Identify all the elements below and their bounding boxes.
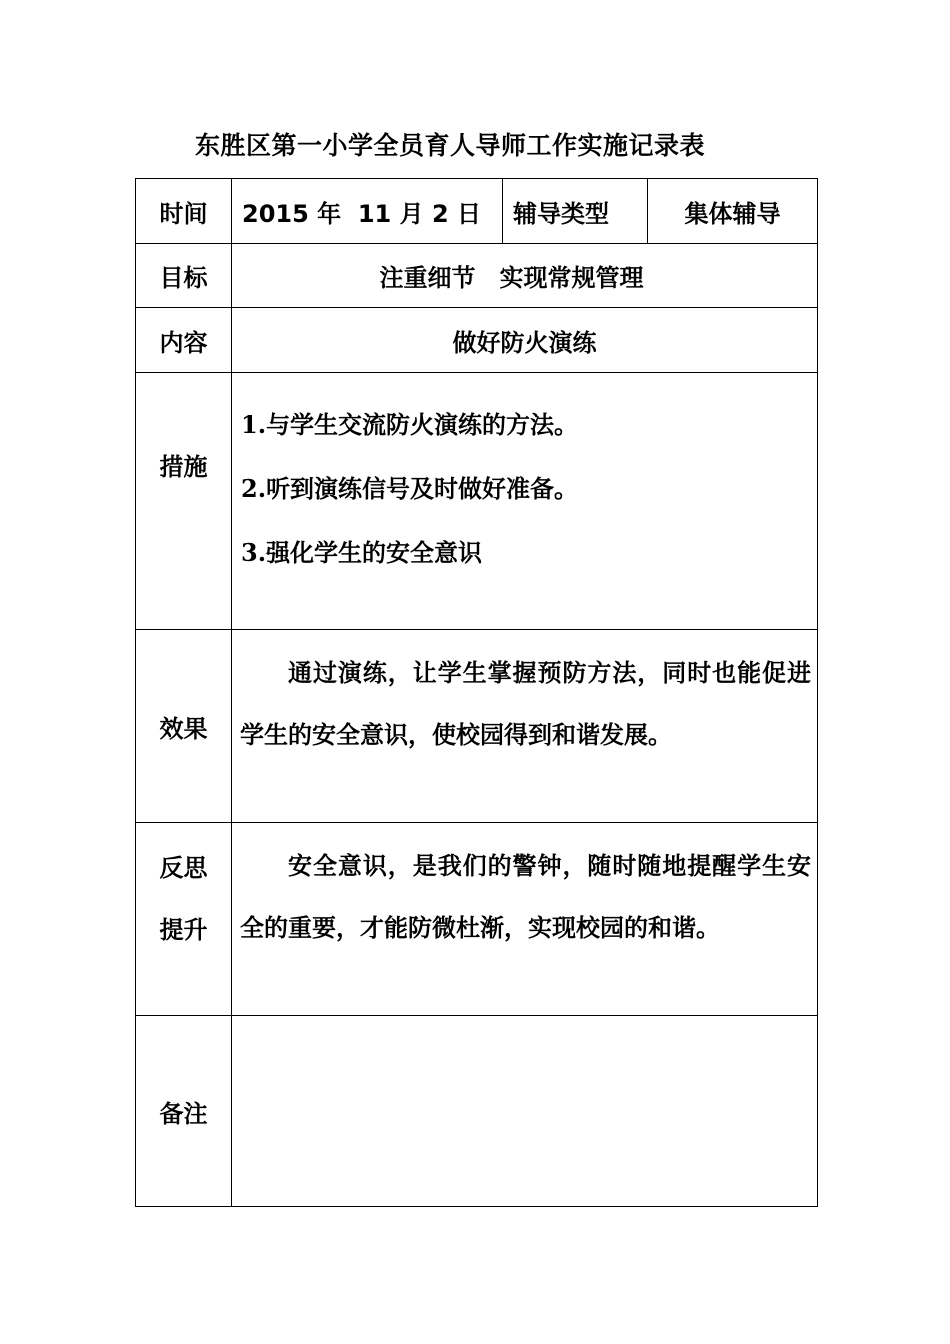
row-reflection — [136, 823, 818, 1016]
time-label: 时间 — [136, 179, 232, 244]
effect-text: 通过演练，让学生掌握预防方法，同时也能促进学生的安全意识，使校园得到和谐发展。 — [232, 630, 818, 823]
measure-item — [241, 457, 809, 521]
page-title: 东胜区第一小学全员育人导师工作实施记录表 — [194, 131, 705, 160]
measures-list — [232, 373, 818, 630]
measure-number: 2. — [241, 474, 267, 503]
reflection-text: 安全意识，是我们的警钟，随时随地提醒学生安全的重要，才能防微杜渐，实现校园的和谐。 — [232, 823, 818, 1016]
type-value: 集体辅导 — [648, 179, 818, 244]
goal-value: 注重细节 实现常规管理 — [232, 244, 818, 308]
measure-text: 强化学生的安全意识 — [266, 539, 483, 567]
reflection-label-line1: 反思 — [159, 854, 208, 882]
remarks-label: 备注 — [136, 1016, 232, 1207]
row-goal — [136, 244, 818, 308]
row-content — [136, 308, 818, 373]
time-value: 2015 年 11 月 2 日 — [232, 179, 503, 244]
effect-label: 效果 — [136, 630, 232, 823]
measure-text: 听到演练信号及时做好准备。 — [266, 475, 579, 503]
row-remarks — [136, 1016, 818, 1207]
record-table — [135, 178, 818, 1207]
type-label: 辅导类型 — [503, 179, 648, 244]
content-label: 内容 — [136, 308, 232, 373]
measures-label: 措施 — [136, 373, 232, 630]
measure-text: 与学生交流防火演练的方法。 — [266, 411, 579, 439]
content-value: 做好防火演练 — [232, 308, 818, 373]
goal-label: 目标 — [136, 244, 232, 308]
remarks-text — [232, 1016, 818, 1207]
row-effect — [136, 630, 818, 823]
measure-number: 3. — [241, 538, 267, 567]
measure-item — [241, 521, 809, 585]
row-measures — [136, 373, 818, 630]
reflection-label — [136, 823, 232, 1016]
row-time — [136, 179, 818, 244]
measure-number: 1. — [241, 410, 267, 439]
reflection-label-line2: 提升 — [159, 916, 208, 944]
measure-item — [241, 393, 809, 457]
